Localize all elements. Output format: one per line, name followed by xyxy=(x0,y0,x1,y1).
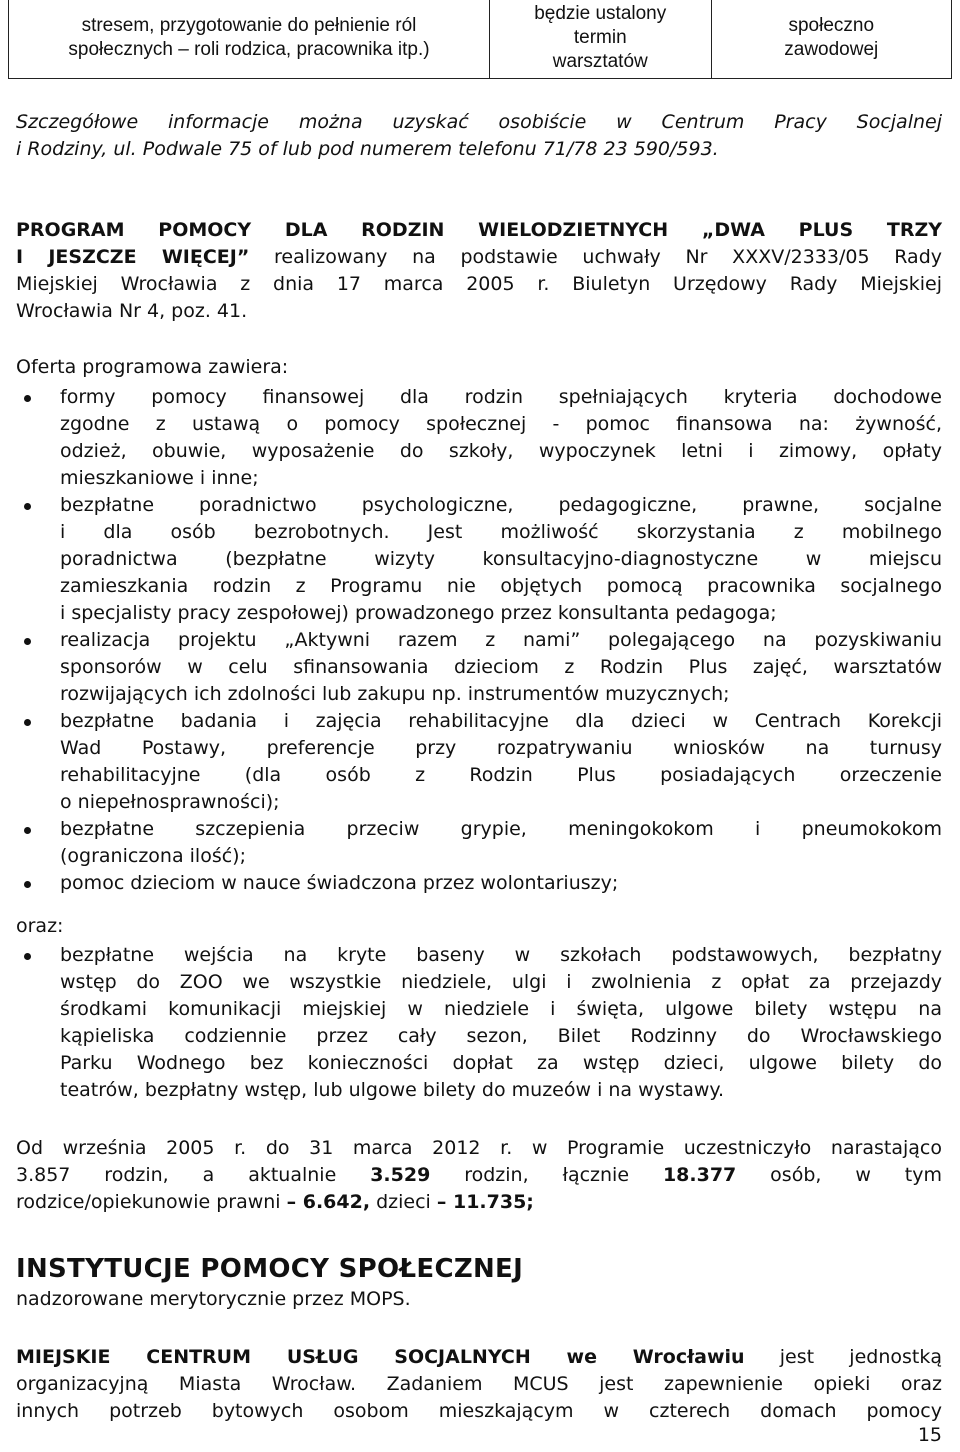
stats-text: dzieci xyxy=(370,1191,437,1213)
table-cell-type xyxy=(711,0,951,79)
cell-text: stresem, przygotowanie do pełnienie ról xyxy=(81,15,417,36)
stats-current-families: 3.529 xyxy=(370,1164,431,1186)
section-heading: INSTYTUCJE POMOCY SPOŁECZNEJ xyxy=(16,1254,524,1284)
list-item xyxy=(16,384,942,492)
list-item-text: zamieszkania rodzin z Programu nie objętych pomocą pracownika socjalnego xyxy=(60,575,942,597)
stats-parents: – 6.642, xyxy=(286,1191,371,1213)
program-title-cont: I JESZCZE WIĘCEJ” xyxy=(16,246,250,268)
cell-text: społecznych – roli rodzica, pracownika itp.) xyxy=(68,39,430,60)
mcus-text: organizacyjną Miasta Wrocław. Zadaniem MCUS jest zapewnienie opieki oraz xyxy=(16,1373,942,1395)
stats-paragraph xyxy=(16,1135,942,1216)
stats-text: 3.857 rodzin, a aktualnie xyxy=(16,1164,371,1186)
bullet-icon xyxy=(24,881,31,888)
list-item xyxy=(16,816,942,870)
list-item-text: zgodne z ustawą o pomocy społecznej - pomoc finansowa na: żywność, xyxy=(60,413,942,435)
table-row xyxy=(9,0,952,79)
info-paragraph xyxy=(16,109,942,163)
list-item-text: i dla osób bezrobotnych. Jest możliwość skorzystania z mobilnego xyxy=(60,521,942,543)
table-cell-description xyxy=(9,0,490,79)
stats-total-persons: 18.377 xyxy=(662,1164,737,1186)
info-line: Szczegółowe informacje można uzyskać osobiście w Centrum Pracy Socjalnej xyxy=(16,111,942,133)
list-item-text: mieszkaniowe i inne; xyxy=(60,467,259,489)
schedule-table-fragment xyxy=(8,0,952,79)
stats-text: osób, w tym xyxy=(736,1164,942,1186)
cell-text: zawodowej xyxy=(784,39,879,60)
list-item-text: teatrów, bezpłatny wstęp, lub ulgowe bilety do muzeów i na wystawy. xyxy=(60,1079,724,1101)
program-text: Miejskiej Wrocławia z dnia 17 marca 2005 r. Biuletyn Urzędowy Rady Miejskiej xyxy=(16,273,942,295)
cell-text: termin xyxy=(573,27,627,48)
bullet-icon xyxy=(24,638,31,645)
cell-text: społeczno xyxy=(788,15,875,36)
list-item-text: bezpłatne badania i zajęcia rehabilitacyjne dla dzieci w Centrach Korekcji xyxy=(60,710,942,732)
list-item-text: bezpłatne szczepienia przeciw grypie, meningokokom i pneumokokom xyxy=(60,818,942,840)
list-item xyxy=(16,708,942,816)
mcus-name: MIEJSKIE CENTRUM USŁUG SOCJALNYCH we Wrocławiu xyxy=(16,1346,745,1368)
list-item-text: środkami komunikacji miejskiej w niedziele i święta, ulgowe bilety wstępu na xyxy=(60,998,942,1020)
list-item-text: sponsorów w celu sfinansowania dzieciom z Rodzin Plus zajęć, warsztatów xyxy=(60,656,942,678)
bullet-icon xyxy=(24,395,31,402)
program-text: realizowany na podstawie uchwały Nr XXXV/2333/05 Rady xyxy=(249,246,942,268)
oraz-label xyxy=(16,913,942,940)
extra-list-container xyxy=(16,942,942,1104)
stats-text: rodzin, łącznie xyxy=(430,1164,663,1186)
list-item-text: bezpłatne wejścia na kryte baseny w szkołach podstawowych, bezpłatny xyxy=(60,944,942,966)
mcus-paragraph xyxy=(16,1344,942,1425)
offer-list-container xyxy=(16,384,942,897)
stats-text: Od września 2005 r. do 31 marca 2012 r. w Programie uczestniczyło narastająco xyxy=(16,1137,942,1159)
list-item-text: pomoc dzieciom w nauce świadczona przez wolontariuszy; xyxy=(60,872,619,894)
bullet-icon xyxy=(24,953,31,960)
offer-intro xyxy=(16,354,942,381)
list-item-text: (ograniczona ilość); xyxy=(60,845,246,867)
stats-children: – 11.735; xyxy=(436,1191,534,1213)
list-item-text: rehabilitacyjne (dla osób z Rodzin Plus posiadających orzeczenie xyxy=(60,764,942,786)
list-item xyxy=(16,942,942,1104)
mcus-text: innych potrzeb bytowych osobom mieszkającym w czterech domach pomocy xyxy=(16,1400,942,1422)
oraz-text: oraz: xyxy=(16,915,64,937)
offer-list xyxy=(16,384,942,897)
list-item xyxy=(16,627,942,708)
institutions-section xyxy=(16,1252,942,1312)
list-item-text: wstęp do ZOO we wszystkie niedziele, ulgi i zwolnienia z opłat za przejazdy xyxy=(60,971,942,993)
bullet-icon xyxy=(24,719,31,726)
bullet-icon xyxy=(24,827,31,834)
list-item-text: poradnictwa (bezpłatne wizyty konsultacyjno-diagnostyczne w miejscu xyxy=(60,548,942,570)
table-cell-term xyxy=(489,0,711,79)
bullet-icon xyxy=(24,503,31,510)
list-item-text: rozwijających ich zdolności lub zakupu np. instrumentów muzycznych; xyxy=(60,683,730,705)
list-item-text: bezpłatne poradnictwo psychologiczne, pedagogiczne, prawne, socjalne xyxy=(60,494,942,516)
program-paragraph xyxy=(16,217,942,325)
cell-text: będzie ustalony xyxy=(534,3,667,24)
list-item-text: Parku Wodnego bez konieczności dopłat za wstęp dzieci, ulgowe bilety do xyxy=(60,1052,942,1074)
list-item xyxy=(16,870,942,897)
list-item-text: realizacja projektu „Aktywni razem z nami” polegającego na pozyskiwaniu xyxy=(60,629,942,651)
list-item-text: kąpieliska codziennie przez cały sezon, Bilet Rodzinny do Wrocławskiego xyxy=(60,1025,942,1047)
list-item-text: Wad Postawy, preferencje przy rozpatrywaniu wniosków na turnusy xyxy=(60,737,942,759)
program-text: Wrocławia Nr 4, poz. 41. xyxy=(16,300,248,322)
list-item-text: odzież, obuwie, wyposażenie do szkoły, wypoczynek letni i zimowy, opłaty xyxy=(60,440,942,462)
section-subheading: nadzorowane merytorycznie przez MOPS. xyxy=(16,1288,411,1310)
offer-intro-text: Oferta programowa zawiera: xyxy=(16,356,289,378)
list-item-text: i specjalisty pracy zespołowej) prowadzonego przez konsultanta pedagoga; xyxy=(60,602,777,624)
list-item xyxy=(16,492,942,627)
extra-list xyxy=(16,942,942,1104)
list-item-text: o niepełnosprawności); xyxy=(60,791,280,813)
list-item-text: formy pomocy finansowej dla rodzin spełniających kryteria dochodowe xyxy=(60,386,942,408)
mcus-text: jest jednostką xyxy=(744,1346,942,1368)
info-line: i Rodziny, ul. Podwale 75 of lub pod numerem telefonu 71/78 23 590/593. xyxy=(16,138,719,160)
program-title: PROGRAM POMOCY DLA RODZIN WIELODZIETNYCH „DWA PLUS TRZY xyxy=(16,219,942,241)
page-number: 15 xyxy=(917,1424,942,1446)
cell-text: warsztatów xyxy=(552,51,648,72)
stats-text: rodzice/opiekunowie prawni xyxy=(16,1191,287,1213)
